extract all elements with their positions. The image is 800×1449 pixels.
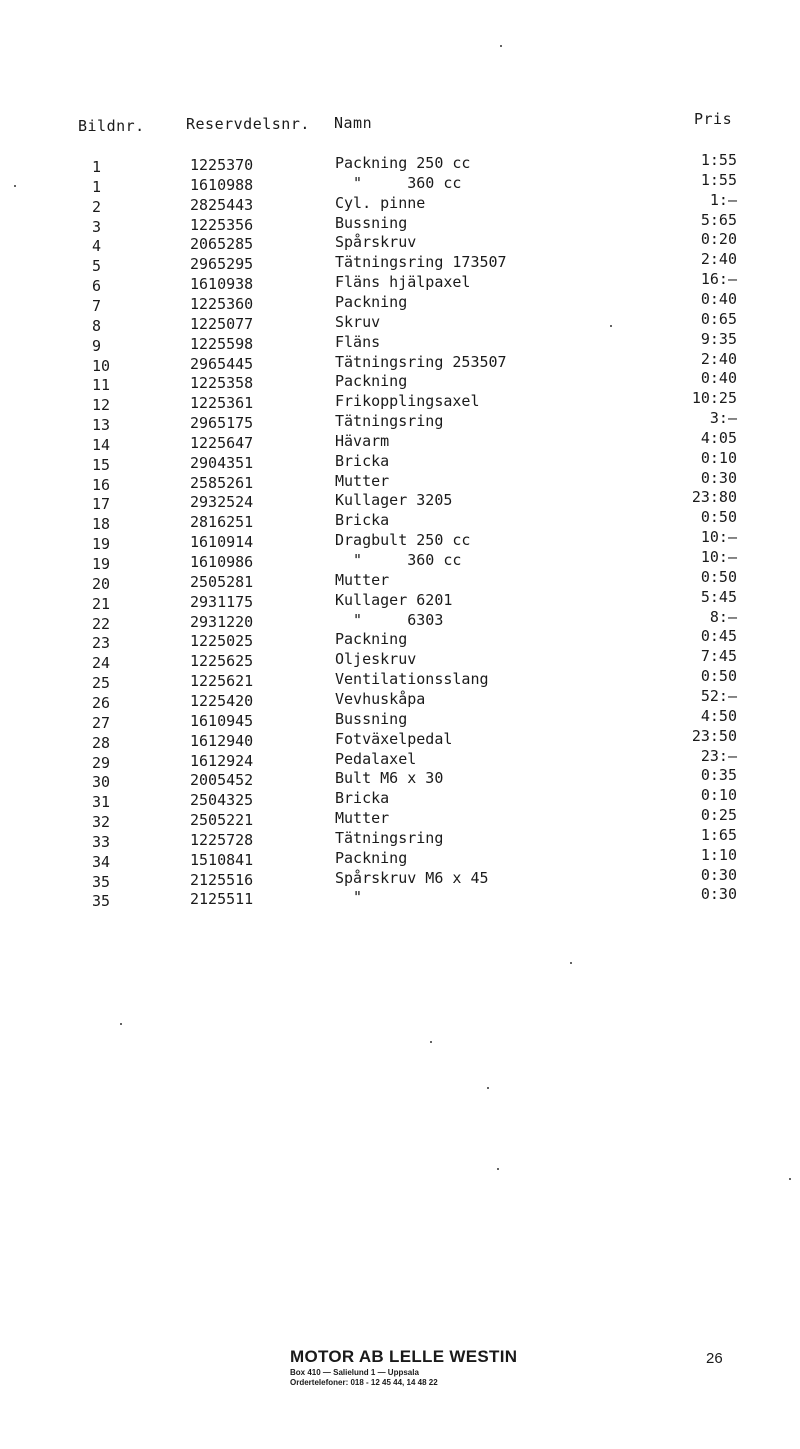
bildnr-cell: 11	[92, 376, 111, 395]
namn-cell: " 360 cc	[335, 173, 462, 192]
reservdelsnr-cell: 1225420	[190, 691, 254, 710]
bildnr-cell: 1	[92, 177, 102, 196]
reservdelsnr-cell: 1225077	[190, 314, 254, 333]
reservdelsnr-cell: 1225621	[190, 672, 254, 691]
bildnr-cell: 31	[92, 793, 111, 812]
bildnr-cell: 6	[92, 277, 102, 296]
scan-speck	[789, 1178, 791, 1180]
namn-cell: Cyl. pinne	[335, 193, 426, 212]
table-row	[0, 786, 800, 812]
namn-cell: Mutter	[335, 570, 390, 589]
reservdelsnr-cell: 2931175	[190, 592, 254, 611]
header-bildnr: Bildnr.	[78, 117, 145, 135]
namn-cell: Bussning	[335, 709, 408, 728]
bildnr-cell: 32	[92, 813, 111, 832]
namn-cell: Oljeskruv	[335, 650, 417, 669]
reservdelsnr-cell: 1225361	[190, 394, 254, 413]
bildnr-cell: 33	[92, 832, 111, 851]
bildnr-cell: 16	[92, 475, 111, 494]
pris-cell: 0:50	[700, 508, 737, 527]
bildnr-cell: 26	[92, 693, 111, 712]
namn-cell: Bussning	[335, 213, 408, 232]
pris-cell: 3:—	[709, 409, 737, 428]
reservdelsnr-cell: 2505221	[190, 811, 254, 830]
bildnr-cell: 34	[92, 852, 111, 871]
reservdelsnr-cell: 1510841	[190, 850, 254, 869]
reservdelsnr-cell: 2931220	[190, 612, 254, 631]
namn-cell: Spårskruv	[335, 233, 417, 252]
bildnr-cell: 17	[92, 495, 111, 514]
pris-cell: 8:—	[709, 607, 737, 626]
namn-cell: Vevhuskåpa	[335, 689, 426, 708]
pris-cell: 1:65	[700, 825, 737, 844]
pris-cell: 0:20	[700, 230, 737, 249]
pris-cell: 7:45	[700, 647, 737, 666]
bildnr-cell: 13	[92, 416, 111, 435]
scan-speck	[610, 325, 612, 327]
pris-cell: 0:35	[700, 766, 737, 785]
namn-cell: Fläns	[335, 332, 381, 351]
header-reservdelsnr: Reservdelsnr.	[186, 115, 310, 133]
pris-cell: 0:50	[700, 567, 737, 586]
bildnr-cell: 15	[92, 455, 111, 474]
table-row	[0, 448, 800, 474]
pris-cell: 1:55	[700, 170, 737, 189]
reservdelsnr-cell: 2005452	[190, 771, 254, 790]
bildnr-cell: 2	[92, 197, 102, 216]
reservdelsnr-cell: 2125511	[190, 890, 254, 909]
namn-cell: Packning	[335, 292, 408, 311]
namn-cell: Bricka	[335, 451, 390, 470]
bildnr-cell: 20	[92, 574, 111, 593]
namn-cell: Bricka	[335, 789, 390, 808]
namn-cell: Kullager 6201	[335, 590, 453, 609]
pris-cell: 0:30	[700, 865, 737, 884]
bildnr-cell: 35	[92, 892, 111, 911]
bildnr-cell: 24	[92, 654, 111, 673]
reservdelsnr-cell: 1612940	[190, 731, 254, 750]
table-row	[0, 766, 800, 792]
pris-cell: 23:80	[691, 488, 737, 507]
pris-cell: 52:—	[700, 686, 737, 705]
namn-cell: "	[335, 888, 363, 907]
bildnr-cell: 30	[92, 773, 111, 792]
pris-cell: 0:30	[700, 885, 737, 904]
reservdelsnr-cell: 1225358	[190, 374, 254, 393]
scan-speck	[570, 962, 572, 964]
bildnr-cell: 8	[92, 316, 102, 335]
reservdelsnr-cell: 1610914	[190, 533, 254, 552]
bildnr-cell: 27	[92, 713, 111, 732]
company-name: MOTOR AB LELLE WESTIN	[290, 1347, 518, 1366]
reservdelsnr-cell: 1225598	[190, 334, 254, 353]
reservdelsnr-cell: 2932524	[190, 493, 254, 512]
pris-cell: 2:40	[700, 250, 737, 269]
reservdelsnr-cell: 2816251	[190, 513, 254, 532]
reservdelsnr-cell: 1610988	[190, 175, 254, 194]
namn-cell: Packning	[335, 372, 408, 391]
table-row	[0, 409, 800, 435]
bildnr-cell: 4	[92, 237, 102, 256]
pris-cell: 9:35	[700, 329, 737, 348]
pris-cell: 2:40	[700, 349, 737, 368]
pris-cell: 5:65	[700, 210, 737, 229]
reservdelsnr-cell: 1225728	[190, 830, 254, 849]
pris-cell: 0:40	[700, 289, 737, 308]
namn-cell: Tätningsring 253507	[335, 352, 507, 371]
bildnr-cell: 1	[92, 158, 102, 176]
pris-cell: 10:—	[700, 548, 737, 566]
bildnr-cell: 3	[92, 217, 102, 236]
reservdelsnr-cell: 2965175	[190, 414, 254, 433]
bildnr-cell: 18	[92, 515, 111, 534]
bildnr-cell: 12	[92, 396, 111, 415]
bildnr-cell: 7	[92, 296, 102, 315]
reservdelsnr-cell: 1225625	[190, 652, 254, 671]
bildnr-cell: 28	[92, 733, 111, 752]
table-row	[0, 488, 800, 514]
scan-speck	[120, 1023, 122, 1025]
table-row	[0, 885, 800, 911]
company-phone: Ordertelefoner: 018 - 12 45 44, 14 48 22	[290, 1378, 438, 1387]
bildnr-cell: 19	[92, 535, 111, 554]
reservdelsnr-cell: 2065285	[190, 235, 254, 254]
pris-cell: 4:50	[700, 706, 737, 725]
bildnr-cell: 10	[92, 356, 111, 375]
namn-cell: Packning	[335, 848, 408, 867]
namn-cell: " 360 cc	[335, 551, 462, 569]
reservdelsnr-cell: 2965295	[190, 255, 254, 274]
namn-cell: Mutter	[335, 471, 390, 490]
namn-cell: Tätningsring	[335, 828, 444, 847]
reservdelsnr-cell: 1225356	[190, 215, 254, 234]
table-row	[0, 289, 800, 315]
table-row	[0, 548, 800, 573]
pris-cell: 16:—	[700, 270, 737, 289]
namn-cell: Fläns hjälpaxel	[335, 273, 471, 292]
pris-cell: 1:—	[709, 190, 737, 209]
company-address: Box 410 — Salielund 1 — Uppsala	[290, 1368, 419, 1377]
page-number: 26	[706, 1350, 723, 1367]
pris-cell: 0:40	[700, 369, 737, 388]
bildnr-cell: 35	[92, 872, 111, 891]
reservdelsnr-cell: 1610986	[190, 553, 254, 571]
bildnr-cell: 21	[92, 594, 111, 613]
pris-cell: 5:45	[700, 587, 737, 606]
pris-cell: 0:45	[700, 627, 737, 646]
bildnr-cell: 29	[92, 753, 111, 772]
pris-cell: 0:10	[700, 786, 737, 805]
namn-cell: Spårskruv M6 x 45	[335, 868, 489, 887]
scan-speck	[430, 1041, 432, 1043]
namn-cell: Dragbult 250 cc	[335, 531, 471, 550]
namn-cell: Bult M6 x 30	[335, 769, 444, 788]
reservdelsnr-cell: 2125516	[190, 870, 254, 889]
table-row	[0, 309, 800, 335]
header-pris: Pris	[694, 110, 733, 128]
bildnr-cell: 22	[92, 614, 111, 633]
namn-cell: Frikopplingsaxel	[335, 392, 480, 411]
scan-speck	[14, 185, 16, 187]
scan-speck	[487, 1087, 489, 1089]
pris-cell: 10:—	[700, 528, 737, 547]
bildnr-cell: 23	[92, 634, 111, 653]
reservdelsnr-cell: 2504325	[190, 791, 254, 810]
namn-cell: Skruv	[335, 312, 381, 331]
pris-cell: 0:25	[700, 806, 737, 825]
pris-cell: 1:10	[700, 845, 737, 864]
namn-cell: Bricka	[335, 511, 390, 530]
reservdelsnr-cell: 2585261	[190, 473, 254, 492]
namn-cell: Hävarm	[335, 431, 390, 450]
header-namn: Namn	[334, 114, 373, 132]
bildnr-cell: 19	[92, 555, 111, 573]
pris-cell: 0:10	[700, 448, 737, 467]
reservdelsnr-cell: 1610938	[190, 275, 254, 294]
reservdelsnr-cell: 2505281	[190, 572, 254, 591]
namn-cell: Mutter	[335, 809, 390, 828]
namn-cell: Fotväxelpedal	[335, 729, 453, 748]
scan-speck	[497, 1168, 499, 1170]
namn-cell: Ventilationsslang	[335, 670, 489, 689]
namn-cell: Tätningsring 173507	[335, 253, 507, 272]
table-row	[0, 428, 800, 454]
reservdelsnr-cell: 2825443	[190, 195, 254, 214]
pris-cell: 1:55	[700, 151, 737, 169]
pris-cell: 23:50	[691, 726, 737, 745]
bildnr-cell: 25	[92, 674, 111, 693]
pris-cell: 23:—	[700, 746, 737, 765]
reservdelsnr-cell: 1610945	[190, 711, 254, 730]
namn-cell: Tätningsring	[335, 412, 444, 431]
pris-cell: 4:05	[700, 428, 737, 447]
reservdelsnr-cell: 1225370	[190, 156, 254, 174]
pris-cell: 0:50	[700, 667, 737, 686]
bildnr-cell: 14	[92, 435, 111, 454]
namn-cell: Packning	[335, 630, 408, 649]
reservdelsnr-cell: 2904351	[190, 453, 254, 472]
namn-cell: Kullager 3205	[335, 491, 453, 510]
reservdelsnr-cell: 1225025	[190, 632, 254, 651]
pris-cell: 0:30	[700, 468, 737, 487]
bildnr-cell: 9	[92, 336, 102, 355]
reservdelsnr-cell: 1225647	[190, 433, 254, 452]
pris-cell: 0:65	[700, 309, 737, 328]
table-row	[0, 865, 800, 891]
namn-cell: Pedalaxel	[335, 749, 417, 768]
bildnr-cell: 5	[92, 257, 102, 276]
scan-speck	[500, 45, 502, 47]
reservdelsnr-cell: 2965445	[190, 354, 254, 373]
reservdelsnr-cell: 1225360	[190, 294, 254, 313]
namn-cell: " 6303	[335, 610, 444, 629]
pris-cell: 10:25	[691, 389, 737, 408]
reservdelsnr-cell: 1612924	[190, 751, 254, 770]
namn-cell: Packning 250 cc	[335, 154, 471, 172]
